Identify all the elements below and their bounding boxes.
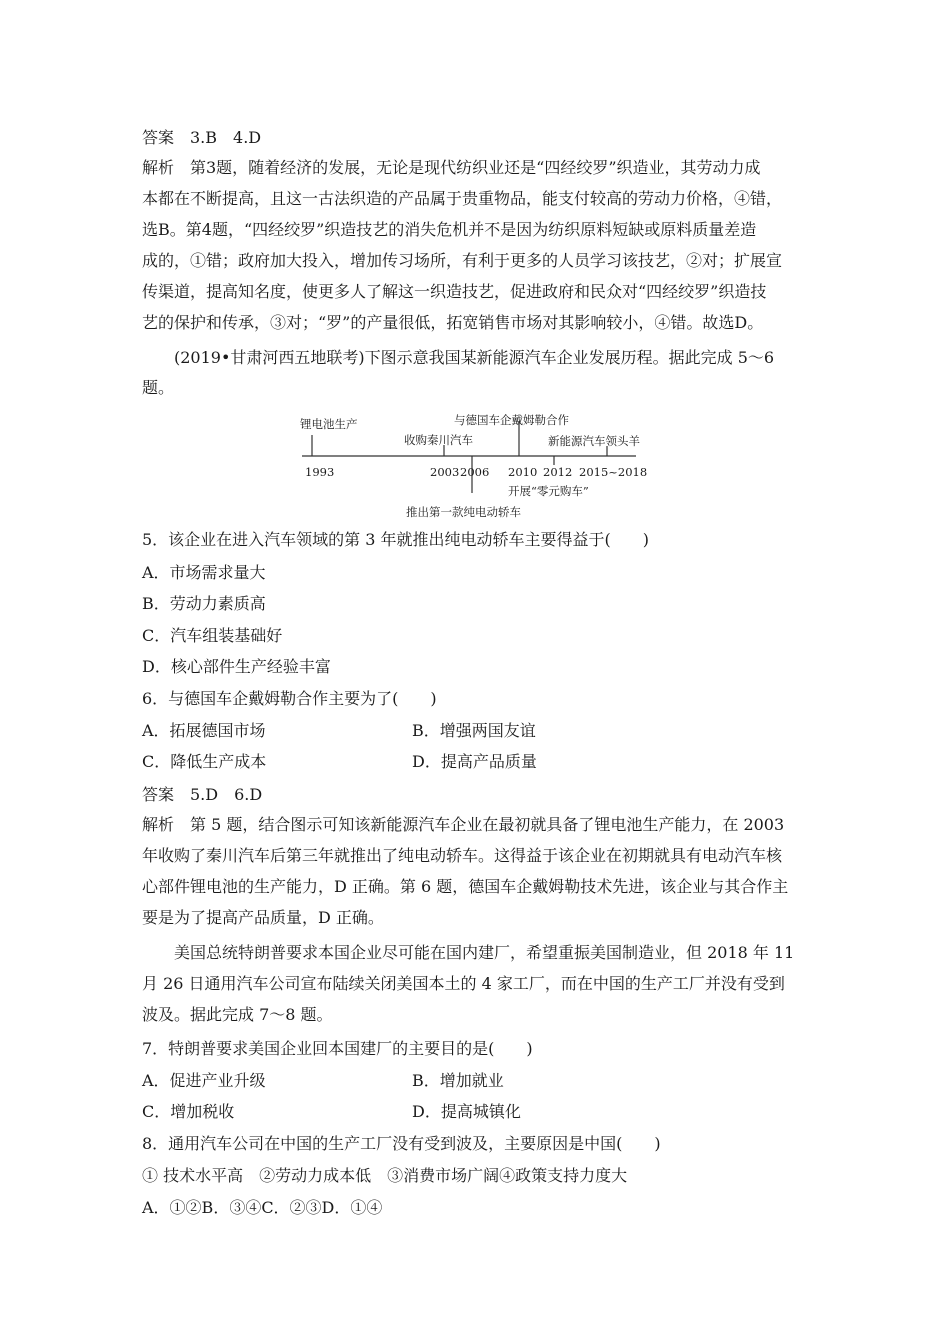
analysis-line: 解析 第3题，随着经济的发展，无论是现代纺织业还是“四经绞罗”织造业，其劳动力成 [142, 158, 761, 177]
timeline-figure [296, 405, 656, 525]
year-label: 2010 [508, 465, 538, 479]
analysis-line: 艺的保护和传承，③对；“罗”的产量很低，拓宽销售市场对其影响较小，④错。故选D。 [142, 313, 764, 332]
option-d: D．提高城镇化 [412, 1102, 521, 1121]
option-a: A．促进产业升级 [142, 1071, 266, 1090]
analysis-line: 年收购了秦川汽车后第三年就推出了纯电动轿车。这得益于该企业在初期就具有电动汽车核 [142, 846, 783, 865]
answer-5-6: 答案 5.D 6.D [142, 785, 263, 804]
year-label: 2006 [460, 465, 490, 479]
statements: ① 技术水平高 ②劳动力成本低 ③消费市场广阔④政策支持力度大 [142, 1166, 628, 1185]
options-row: A．①②B．③④C．②③D．①④ [142, 1198, 383, 1217]
analysis-line: 心部件锂电池的生产能力，D 正确。第 6 题，德国车企戴姆勒技术先进，该企业与其合作主 [142, 877, 789, 896]
option-b: B．增强两国友谊 [412, 721, 536, 740]
intro-7-8: 美国总统特朗普要求本国企业尽可能在国内建厂，希望重振美国制造业，但 2018 年 11 [174, 943, 795, 962]
analysis-line: 传渠道，提高知名度，使更多人了解这一织造技艺，促进政府和民众对“四经绞罗”织造技 [142, 282, 767, 301]
analysis-line: 要是为了提高产品质量，D 正确。 [142, 908, 384, 927]
intro-5-6-cont: 题。 [142, 378, 175, 397]
analysis-line: 本都在不断提高，且这一古法织造的产品属于贵重物品，能支付较高的劳动力价格，④错， [142, 189, 783, 208]
question-8: 8．通用汽车公司在中国的生产工厂没有受到波及，主要原因是中国( ) [142, 1134, 661, 1153]
intro-7-8-cont: 月 26 日通用汽车公司宣布陆续关闭美国本土的 4 家工厂，而在中国的生产工厂并没有受到 [142, 974, 785, 993]
year-label: 1993 [305, 465, 335, 479]
option-a: A．市场需求量大 [142, 563, 266, 582]
year-label: 2012 [543, 465, 573, 479]
analysis-line: 成的，①错；政府加大投入，增加传习场所，有利于更多的人员学习该技艺，②对；扩展宣 [142, 251, 783, 270]
event-label: 推出第一款纯电动轿车 [406, 505, 521, 519]
options-row [142, 752, 822, 772]
option-b: B．劳动力素质高 [142, 594, 266, 613]
year-label: 2003 [430, 465, 460, 479]
question-6: 6．与德国车企戴姆勒合作主要为了( ) [142, 689, 437, 708]
question-7: 7．特朗普要求美国企业回本国建厂的主要目的是( ) [142, 1039, 533, 1058]
intro-5-6: (2019•甘肃河西五地联考)下图示意我国某新能源汽车企业发展历程。据此完成 5～6 [174, 348, 775, 367]
option-c: C．增加税收 [142, 1102, 235, 1121]
option-b: B．增加就业 [412, 1071, 504, 1090]
options-row [142, 1102, 822, 1122]
option-d: D．核心部件生产经验丰富 [142, 657, 331, 676]
options-row [142, 721, 822, 741]
intro-7-8-cont: 波及。据此完成 7～8 题。 [142, 1005, 333, 1024]
year-label: 2015~2018 [579, 465, 648, 479]
option-a: A．拓展德国市场 [142, 721, 266, 740]
event-label: 开展“零元购车” [508, 484, 589, 498]
analysis-line: 选B。第4题，“四经绞罗”织造技艺的消失危机并不是因为纺织原料短缺或原料质量差造 [142, 220, 757, 239]
analysis-line: 解析 第 5 题，结合图示可知该新能源汽车企业在最初就具备了锂电池生产能力，在 2003 [142, 815, 785, 834]
question-5: 5．该企业在进入汽车领域的第 3 年就推出纯电动轿车主要得益于( ) [142, 530, 650, 549]
option-c: C．降低生产成本 [142, 752, 267, 771]
option-d: D．提高产品质量 [412, 752, 537, 771]
event-label: 锂电池生产 [300, 417, 358, 431]
event-label: 与德国车企戴姆勒合作 [454, 413, 569, 427]
answer-3-4: 答案 3.B 4.D [142, 128, 262, 147]
event-label: 收购秦川汽车 [404, 433, 473, 447]
options-row [142, 1071, 822, 1091]
event-label: 新能源汽车领头羊 [548, 434, 640, 448]
option-c: C．汽车组装基础好 [142, 626, 283, 645]
